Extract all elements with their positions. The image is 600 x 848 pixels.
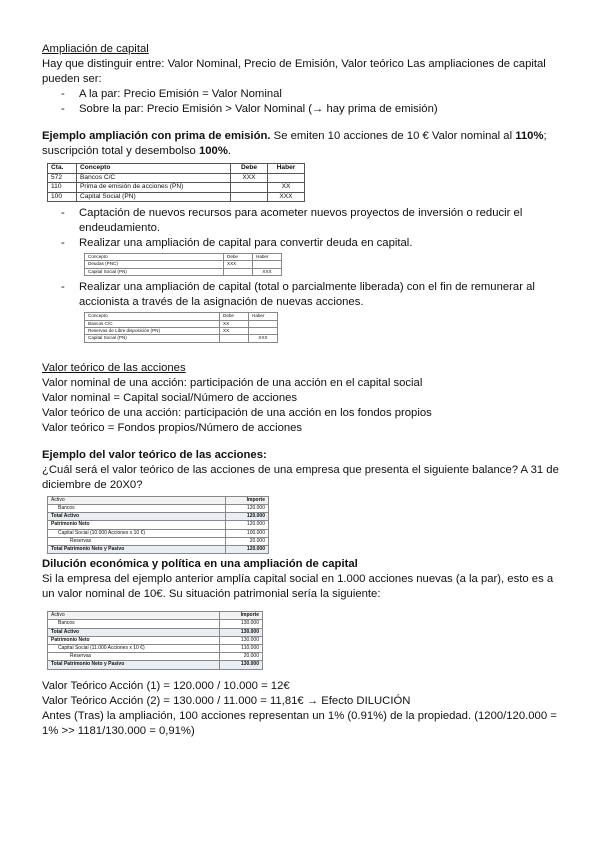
table-row: Total Patrimonio Neto y Pasivo 120.000 [48, 546, 269, 554]
example-valor-teorico-title: Ejemplo del valor teórico de las acciones: [42, 448, 267, 461]
definition-line: Valor teórico de una acción: participación de una acción en los fondos propios [42, 406, 432, 419]
list-item: - Realizar una ampliación de capital (total o parcialmente liberada) con el fin de remunerar al accionista a través de la asignación de nuevas acciones. [42, 280, 562, 310]
table-row: Bancos 120.000 [48, 505, 269, 513]
bullet-list-liberada [42, 280, 562, 310]
document-page [42, 42, 562, 739]
table-row: 572 Bancos C/C XXX [48, 173, 305, 183]
list-item: - Realizar una ampliación de capital para convertir deuda en capital. [42, 236, 562, 251]
section-heading-ampliacion: Ampliación de capital [42, 43, 149, 55]
list-item: - Captación de nuevos recursos para acometer nuevos proyectos de inversión o reducir el endeudamiento. [42, 206, 562, 236]
example-question: ¿Cuál será el valor teórico de las acciones de una empresa que presenta el siguiente balance? A 31 de diciembre de 20X0? [42, 463, 559, 491]
table-row: Capital Social (PN) XXX [85, 335, 278, 342]
table-row: Reservas de Libre disposición (PN) XX [85, 328, 278, 335]
table-header-row: Cta. Concepto Debe Haber [48, 164, 305, 174]
dilution-paragraph: Si la empresa del ejemplo anterior amplía capital social en 1.000 acciones nuevas (a la par), esto es a un valor nominal de 10€. Su situación patrimonial sería la siguiente: [42, 573, 554, 601]
table-row: Total Patrimonio Neto y Pasivo 130.000 [48, 661, 263, 669]
example-prima-paragraph: Ejemplo ampliación con prima de emisión. Se emiten 10 acciones de 10 € Valor nominal al 110%; suscripción total y desembolso 100%. [42, 130, 547, 157]
table-row: Capital Social (10.000 Acciones x 10 €) 100.000 [48, 529, 269, 537]
journal-entry-table-liberada [84, 312, 278, 343]
table-header-row: Concepto Debe Haber [85, 254, 282, 261]
section-heading-valor-teorico: Valor teórico de las acciones [42, 361, 186, 374]
table-row: Total Activo 130.000 [48, 628, 263, 636]
table-row: Bancos 130.000 [48, 620, 263, 628]
table-row: Bancos C/C XX [85, 320, 278, 327]
intro-paragraph: Hay que distinguir entre: Valor Nominal, Precio de Emisión, Valor teórico Las ampliaciones de capital pueden ser: [42, 58, 546, 85]
dilution-section-title: Dilución económica y política en una ampliación de capital [42, 558, 358, 571]
table-header-row: Activo Importe [48, 612, 263, 620]
journal-entry-table-deuda [84, 253, 282, 276]
table-row: Capital Social (PN) XXX [85, 268, 282, 275]
table-row: Patrimonio Neto 130.000 [48, 636, 263, 644]
list-item: - A la par: Precio Emisión = Valor Nominal [42, 87, 562, 102]
table-row: Patrimonio Neto 120.000 [48, 521, 269, 529]
table-row: Capital Social (11.000 Acciones x 10 €) 110.000 [48, 645, 263, 653]
table-header-row: Activo Importe [48, 496, 269, 504]
definition-line: Valor nominal = Capital social/Número de acciones [42, 391, 298, 404]
table-row: Total Activo 120.000 [48, 513, 269, 521]
journal-entry-table-prima [47, 163, 305, 202]
bullet-list-types [42, 87, 562, 117]
table-header-row: Concepto Debe Haber [85, 313, 278, 320]
definition-line: Valor nominal de una acción: participación de una acción en el capital social [42, 376, 423, 389]
table-row: Reservas 20.000 [48, 653, 263, 661]
dilution-calc-line: Valor Teórico Acción (1) = 120.000 / 10.000 = 12€ [42, 679, 290, 692]
table-row: 100 Capital Social (PN) XXX [48, 192, 305, 202]
bullet-list-motives [42, 206, 562, 251]
dilution-calc-line: Valor Teórico Acción (2) = 130.000 / 11.000 = 11,81€ → Efecto DILUCIÓN [42, 694, 411, 707]
dilution-calc-line: Antes (Tras) la ampliación, 100 acciones representan un 1% (0.91%) de la propiedad. (1200/120.000 = 1% >> 1181/130.000 = 0,91%) [42, 709, 557, 737]
balance-table-before [47, 496, 269, 554]
list-item: - Sobre la par: Precio Emisión > Valor Nominal (→ hay prima de emisión) [42, 102, 562, 117]
example-title: Ejemplo ampliación con prima de emisión. [42, 130, 271, 142]
table-row: 110 Prima de emisión de acciones (PN) XX [48, 183, 305, 193]
table-row: Reservas 20.000 [48, 537, 269, 545]
balance-table-after [47, 611, 263, 669]
definition-line: Valor teórico = Fondos propios/Número de acciones [42, 421, 303, 434]
table-row: Deudas (PNC) XXX [85, 261, 282, 268]
